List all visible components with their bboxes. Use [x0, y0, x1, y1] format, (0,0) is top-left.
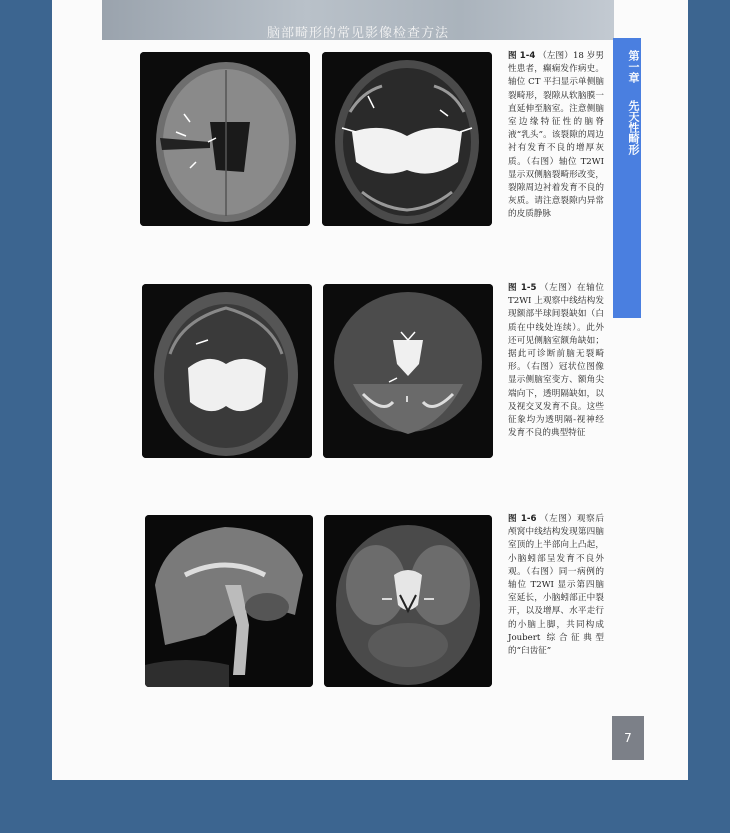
caption-text: （左图）18 岁男性患者，癫痫发作病史。轴位 CT 平扫显示单侧脑裂畸形，裂隙从软脑膜一直延伸至脑室。注意侧脑室边缘特征性的脑脊液“乳头”。该裂隙的周边衬有发育不良的增厚灰质。（右图）轴位 T2WI 显示双侧脑裂畸形改变，裂隙周边衬着发育不良的灰质。请注意裂隙内异常的皮质静脉: [508, 51, 605, 220]
caption-label: 图 1-4: [508, 51, 536, 61]
running-header: [102, 0, 614, 40]
chapter-name: 先天性畸形: [627, 100, 640, 155]
mri-fig-1-4-right: [322, 52, 492, 226]
mri-fig-1-5-left: [142, 284, 312, 458]
page-number: 7: [612, 716, 644, 760]
mri-fig-1-6-right: [324, 515, 492, 687]
caption-fig-1-4: [508, 50, 604, 222]
caption-text: （左图）观察后颅窝中线结构发现第四脑室顶的上半部向上凸起，小脑蚓部呈发育不良外观。（右图）同一病例的轴位 T2WI 显示第四脑室延长，小脑蚓部正中裂开，以及增厚、水平走行的小脑上脚，共同构成 Joubert 综合征典型的“臼齿征”: [508, 514, 604, 657]
caption-fig-1-6: [508, 513, 604, 658]
mri-fig-1-4-left: [140, 52, 310, 226]
header-title: 脑部畸形的常见影像检查方法: [266, 26, 449, 41]
caption-label: 图 1-5: [508, 283, 537, 293]
caption-label: 图 1-6: [508, 514, 537, 524]
mri-fig-1-5-right: [323, 284, 493, 458]
caption-text: （左图）在轴位 T2WI 上观察中线结构发现额部半球间裂缺如（白质在中线处连续）。此外还可见侧脑室额角缺如；据此可诊断前脑无裂畸形。（右图）冠状位图像显示侧脑室变方、额角尖端向下，透明隔缺如，以及视交叉发育不良。这些征象均为透明隔-视神经发育不良的典型特征: [508, 283, 604, 439]
background-band: [0, 780, 730, 833]
chapter-number: 第一章: [627, 50, 640, 83]
chapter-tab: [613, 38, 641, 318]
mri-fig-1-6-left: [145, 515, 313, 687]
caption-fig-1-5: [508, 282, 604, 440]
